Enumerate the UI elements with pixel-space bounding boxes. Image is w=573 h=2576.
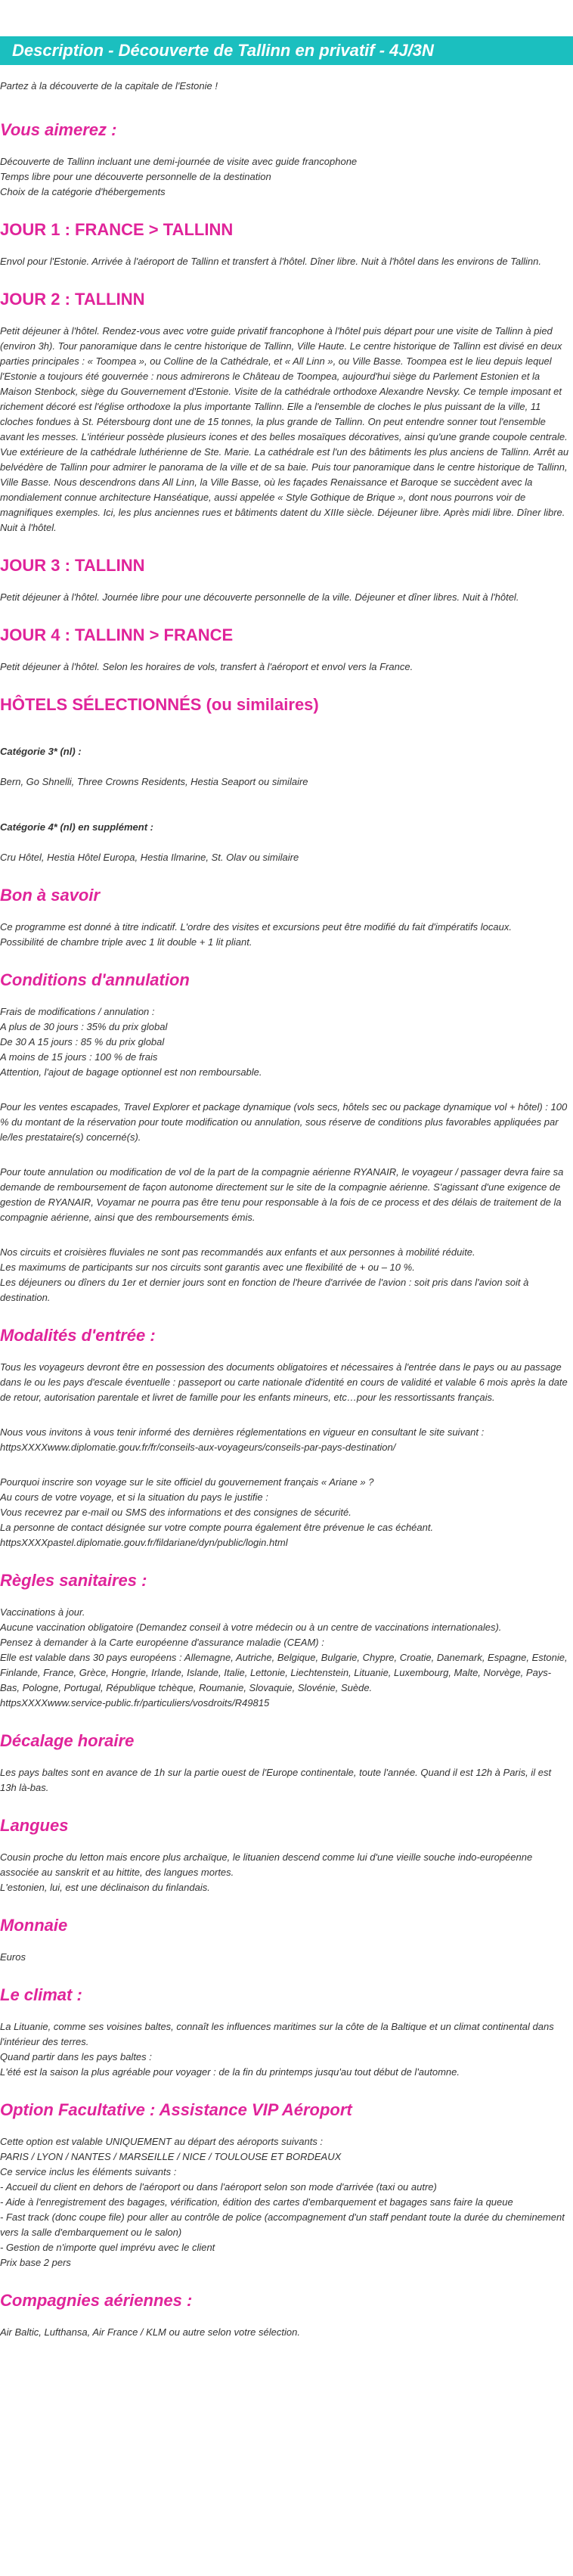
section-langues (0, 1815, 570, 1895)
section-bon-a-savoir (0, 885, 570, 950)
category-hotels: Cru Hôtel, Hestia Hôtel Europa, Hestia Ilmarine, St. Olav ou similaire (0, 852, 299, 863)
section-text: Nos circuits et croisières fluviales ne sont pas recommandés aux enfants et aux personnes à mobilité réduite. Les maximums de participants sur nos circuits sont garantis avec une flexibilité de + ou – 10 %. Les déjeuners ou dîners du 1er et dernier jours sont en fonction de l'heure d'arrivée de l'avion : soit pris dans l'avion soit à destination. (0, 1246, 529, 1303)
section-text: Vaccinations à jour. Aucune vaccination obligatoire (Demandez conseil à votre médecin ou à un centre de vaccinations internationales). Pensez à demander à la Carte européenne d'assurance maladie (CEAM) : Elle est valable dans 30 pays européens : Allemagne, Autriche, Belgique, Bulgarie, Chypre, Croatie, Danemark, Espagne, Estonie, Finlande, France, Grèce, Hongrie, Irlande, Islande, Italie, Lettonie, Liechtenstein, Lituanie, Luxembourg, Malte, Norvège, Pays-Bas, Pologne, Portugal, République tchèque, Roumanie, Slovaquie, Slovénie, Suède. httpsXXXXwww.service-public.fr/particuliers/vosdroits/R49815 (0, 1606, 568, 1709)
section-heading: Le climat : (0, 1985, 82, 2004)
hotels-category-3 (0, 729, 570, 790)
section-heading: Vous aimerez : (0, 120, 117, 139)
hotels-category-4 (0, 805, 570, 865)
section-heading: JOUR 4 : TALLINN > FRANCE (0, 625, 234, 644)
section-text: Tous les voyageurs devront être en possession des documents obligatoires et nécessaires à l'entrée dans le pays ou au passage dans le ou les pays d'escale éventuelle : passeport ou carte nationale d'identité en cours de validité et valable 6 mois après la date de retour, autorisation parentale et livret de famille pour les enfants mineurs, etc…pour les ressortissants français. (0, 1361, 568, 1403)
section-jour-4 (0, 625, 570, 675)
section-heading: JOUR 3 : TALLINN (0, 556, 145, 575)
section-heading: Modalités d'entrée : (0, 1326, 156, 1345)
section-heading: JOUR 2 : TALLINN (0, 290, 145, 309)
section-heading: Bon à savoir (0, 886, 101, 905)
section-text: Pour toute annulation ou modification de vol de la part de la compagnie aérienne RYANAIR, le voyageur / passager devra faire sa demande de remboursement de façon autonome directement sur le site de la compagnie aérienne. S'agissant d'une exigence de gestion de RYANAIR, Voyamar ne pourra pas être tenu pour responsable à la fois de ce process et des délais de traitement de la compagnie aérienne, ainsi que des remboursements émis. (0, 1166, 564, 1223)
section-jour-2 (0, 289, 570, 535)
section-text: Découverte de Tallinn incluant une demi-journée de visite avec guide francophone Temps libre pour une découverte personnelle de la destination Choix de la catégorie d'hébergements (0, 156, 358, 197)
content (0, 79, 573, 2340)
section-vous-aimerez (0, 119, 570, 200)
section-hotels (0, 694, 570, 865)
section-heading: Compagnies aériennes : (0, 2291, 193, 2310)
section-text: Pourquoi inscrire son voyage sur le site officiel du gouvernement français « Ariane » ? Au cours de votre voyage, et si la situation du pays le justifie : Vous recevrez par e-mail ou SMS des informations et des consignes de sécurité. La personne de contact désignée sur votre compte pourra également être prévenue le cas échéant. httpsXXXXpastel.diplomatie.gouv.fr/fildariane/dyn/public/login.html (0, 1476, 434, 1548)
section-text: Petit déjeuner à l'hôtel. Selon les horaires de vols, transfert à l'aéroport et envol vers la France. (0, 661, 413, 672)
section-regles-sanitaires (0, 1570, 570, 1711)
section-text: Ce programme est donné à titre indicatif. L'ordre des visites et excursions peut être modifié du fait d'impératifs locaux. Possibilité de chambre triple avec 1 lit double + 1 lit pliant. (0, 921, 512, 948)
section-heading: JOUR 1 : FRANCE > TALLINN (0, 220, 234, 239)
section-heading: Décalage horaire (0, 1731, 135, 1750)
section-heading: Langues (0, 1816, 69, 1835)
section-conditions-annulation (0, 970, 570, 1305)
intro-text: Partez à la découverte de la capitale de l'Estonie ! (0, 80, 218, 92)
section-text: Petit déjeuner à l'hôtel. Rendez-vous avec votre guide privatif francophone à l'hôtel puis départ pour une visite de Tallinn à pied (environ 3h). Tour panoramique dans le centre historique de Tallinn, Ville Haute. Le centre historique de Tallinn est divisé en deux parties principales : « Toompea », ou Colline de la Cathédrale, et « All Linn », ou Ville Basse. Toompea est le lieu depuis lequel l'Estonie a toujours été gouvernée : nous admirerons le Château de Toompea, aujourd'hui siège du Parlement Estonien et la Maison Stenbock, siège du Gouvernement d'Estonie. Visite de la cathédrale orthodoxe Alexandre Nevsky. Ce temple imposant et richement décoré est l'église orthodoxe la plus importante Tallinn. Elle a l'ensemble de cloches le plus puissant de la ville, 11 cloches fondues à St. Pétersbourg dont une de 15 tonnes, la plus grande de Tallinn. On peut entendre sonner tout l'ensemble avant les messes. L'intérieur possède plusieurs icones et des belles mosaïques décoratives, ainsi qu'une grande coupole centrale. Vue extérieure de la cathédrale luthérienne de Ste. Marie. La cathédrale est l'un des bâtiments les plus anciens de Tallinn. Arrêt au belvédère de Tallinn pour admirer le panorama de la ville et de sa baie. Puis tour panoramique dans le centre historique de Tallinn, Ville Basse. Nous descendrons dans All Linn, la Ville Basse, où les façades Renaissance et Baroque se succèdent avec la mondialement connue architecture Hanséatique, aussi appelée « Style Gothique de Brique », dont nous pourrons voir de magnifiques exemples. Ici, les plus anciennes rues et bâtiments datent du XIIIe siècle. Déjeuner libre. Après midi libre. Dîner libre. Nuit à l'hôtel. (0, 325, 569, 533)
section-compagnies-aeriennes (0, 2290, 570, 2340)
section-text: Air Baltic, Lufthansa, Air France / KLM ou autre selon votre sélection. (0, 2326, 300, 2338)
section-heading: Conditions d'annulation (0, 970, 190, 989)
section-text: Nous vous invitons à vous tenir informé des dernières réglementations en vigueur en consultant le site suivant : httpsXXXXwww.diplomatie.gouv.fr/fr/conseils-aux-voyageurs/conseils-par-pays-destination/ (0, 1426, 485, 1453)
section-text: Euros (0, 1951, 26, 1963)
section-heading: Monnaie (0, 1916, 68, 1935)
section-option-vip (0, 2100, 570, 2270)
section-text: Cousin proche du letton mais encore plus archaïque, le lituanien descend comme lui d'une vieille souche indo-européenne associée au sanskrit et au hittite, des langues mortes. L'estonien, lui, est une déclinaison du finlandais. (0, 1851, 533, 1893)
section-text: La Lituanie, comme ses voisines baltes, connaît les influences maritimes sur la côte de la Baltique et un climat continental dans l'intérieur des terres. Quand partir dans les pays baltes : L'été est la saison la plus agréable pour voyager : de la fin du printemps jusqu'au tout début de l'automne. (0, 2021, 554, 2078)
section-modalites-entree (0, 1325, 570, 1550)
category-label: Catégorie 3* (nl) : (0, 746, 82, 757)
section-heading: HÔTELS SÉLECTIONNÉS (ou similaires) (0, 695, 319, 714)
section-monnaie (0, 1915, 570, 1965)
section-heading: Règles sanitaires : (0, 1571, 147, 1590)
page-title: Description - Découverte de Tallinn en privatif - 4J/3N (0, 36, 573, 65)
section-text: Pour les ventes escapades, Travel Explorer et package dynamique (vols secs, hôtels sec ou package dynamique vol + hôtel) : 100 % du montant de la réservation pour toute modification ou annulation, sous réserve de conditions plus favorables appliquées par le/les prestataire(s) concerné(s). (0, 1101, 568, 1143)
section-text: Petit déjeuner à l'hôtel. Journée libre pour une découverte personnelle de la ville. Déjeuner et dîner libres. Nuit à l'hôtel. (0, 591, 519, 603)
section-climat (0, 1985, 570, 2080)
section-decalage-horaire (0, 1730, 570, 1795)
category-label: Catégorie 4* (nl) en supplément : (0, 821, 153, 833)
section-text: Cette option est valable UNIQUEMENT au départ des aéroports suivants : PARIS / LYON / NANTES / MARSEILLE / NICE / TOULOUSE ET BORDEAUX Ce service inclus les éléments suivants : - Accueil du client en dehors de l'aéroport ou dans l'aéroport selon son mode d'arrivée (taxi ou autre) - Aide à l'enregistrement des bagages, vérification, édition des cartes d'embarquement et bagages sans faire la queue - Fast track (donc coupe file) pour aller au contrôle de police (accompagnement d'un staff pendant toute la durée du cheminement vers la salle d'embarquement ou le salon) - Gestion de n'importe quel imprévu avec le client Prix base 2 pers (0, 2136, 565, 2268)
section-jour-1 (0, 219, 570, 269)
section-text: Frais de modifications / annulation : A plus de 30 jours : 35% du prix global De 30 A 15 jours : 85 % du prix global A moins de 15 jours : 100 % de frais Attention, l'ajout de bagage optionnel est non remboursable. (0, 1006, 262, 1078)
section-text: Les pays baltes sont en avance de 1h sur la partie ouest de l'Europe continentale, toute l'année. Quand il est 12h à Paris, il est 13h là-bas. (0, 1767, 552, 1793)
section-heading: Option Facultative : Assistance VIP Aéroport (0, 2100, 352, 2119)
section-text: Envol pour l'Estonie. Arrivée à l'aéroport de Tallinn et transfert à l'hôtel. Dîner libre. Nuit à l'hôtel dans les environs de Tallinn. (0, 256, 541, 267)
category-hotels: Bern, Go Shnelli, Three Crowns Residents, Hestia Seaport ou similaire (0, 776, 308, 787)
section-jour-3 (0, 555, 570, 605)
